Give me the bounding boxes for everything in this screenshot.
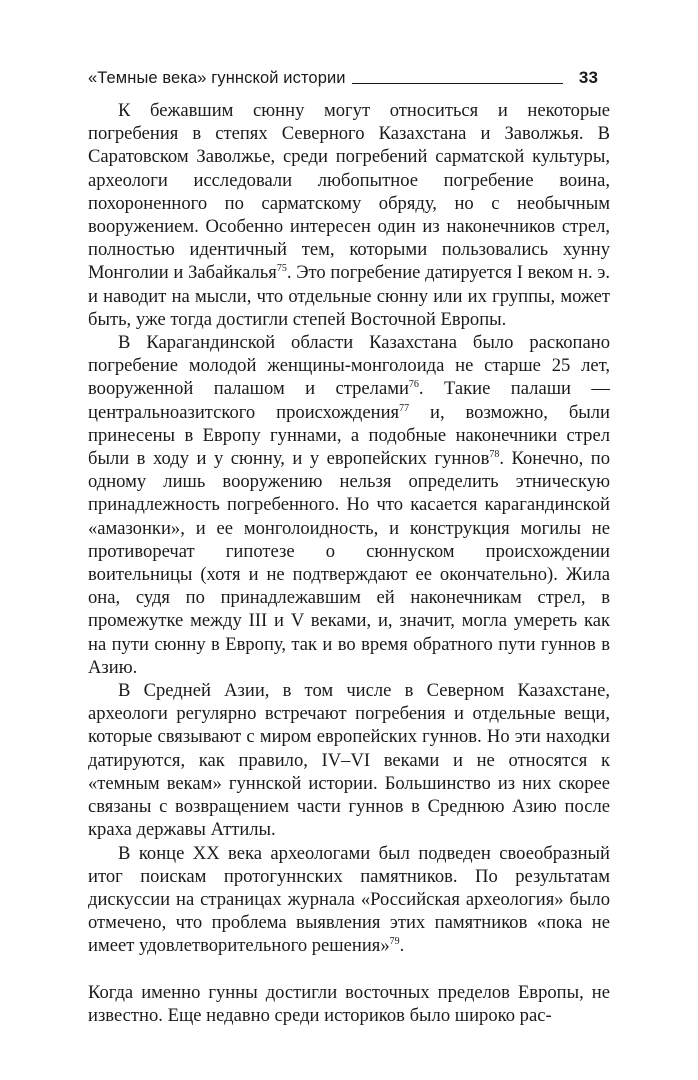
paragraph-text: . Конечно, по одному лишь вооружению нельзя определить этническую принадлежность погребенного. Но что касается карагандинской «амазонки», и ее монголоидность, и конструкция могилы не противоречат гипотезе о сюннуском происхождении воительницы (хотя и не подтверждают ее окончательно). Жила она, судя по принадлежавшим ей наконечникам стрел, в промежутке между III и V веками, и, значит, могла умереть как на пути сюнну в Европу, так и во время обратного пути гуннов в Азию. [88,448,611,678]
footnote-ref: 77 [399,402,410,414]
paragraph [88,679,610,841]
paragraph-text: Когда именно гунны достигли восточных пределов Европы, не известно. Еще недавно среди историков было широко рас- [88,981,610,1026]
footnote-ref: 79 [389,936,400,948]
paragraph-text: и, возможно, были принесены в Европу гуннами, а подобные наконечники стрел были в ходу и у сюнну, и у европейских гуннов [88,401,611,470]
footnote-ref: 76 [408,379,419,391]
paragraph [88,981,610,1027]
paragraph-text: . [399,935,405,957]
paragraph-text: В Карагандинской области Казахстана было раскопано погребение молодой женщины-монголоида не старше 25 лет, вооруженной палашом и стрелами [88,332,610,400]
page-number: 33 [578,68,598,87]
running-header [88,64,598,88]
paragraph-text: . Такие палаши — центральноазитского происхождения [88,378,610,423]
header-rule [352,83,563,84]
paragraph-text: В Средней Азии, в том числе в Северном Казахстане, археологи регулярно встречают погребения и отдельные вещи, которые связывают с миром европейских гуннов. Но эти находки датируются, как правило, IV–VI веками и не относятся к «темным векам» гуннской истории. Большинство из них скорее связаны с возвращением части гуннов в Среднюю Азию после краха державы Аттилы. [88,680,610,841]
paragraph [88,842,610,958]
running-title: «Темные века» гуннской истории [88,69,346,87]
paragraph-text: К бежавшим сюнну могут относиться и некоторые погребения в степях Северного Казахстана и Заволжья. В Саратовском Заволжье, среди погребений сарматской культуры, археологи исследовали любопытное погребение воина, похороненного по сарматскому обряду, но с необычным вооружением. Особенно интересен один из наконечников стрел, полностью идентичный тем, которыми пользовались хунну Монголии и Забайкалья [88,100,610,284]
paragraph-text: . Это погребение датируется I веком н. э. и наводит на мысли, что отдельные сюнну или их группы, может быть, уже тогда достигли степей Восточной Европы. [88,262,610,330]
paragraph [88,99,610,331]
main-text [88,99,610,1027]
paragraph [88,331,610,679]
footnote-ref: 75 [276,263,287,275]
paragraph-text: В конце XX века археологами был подведен своеобразный итог поискам протогуннских памятников. По результатам дискуссии на страницах журнала «Российская археология» было отмечено, что проблема выявления этих памятников «пока не имеет удовлетворительного решения» [88,842,610,957]
footnote-ref: 78 [489,449,500,461]
